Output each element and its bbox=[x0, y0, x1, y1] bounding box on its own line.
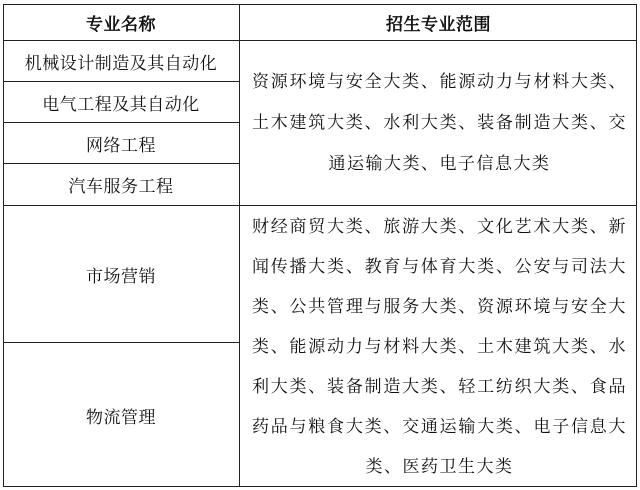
scope-text: 资源环境与安全大类、能源动力与材料大类、土木建筑大类、水利大类、装备制造大类、交通运输大类、电子信息大类 bbox=[252, 71, 627, 174]
scope-text: 财经商贸大类、旅游大类、文化艺术大类、新闻传播大类、教育与体育大类、公安与司法大类、公共管理与服务大类、资源环境与安全大类、能源动力与材料大类、土木建筑大类、水利大类、装备制造大类、轻工纺织大类、食品药品与粮食大类、交通运输大类、电子信息大类、医药卫生大类 bbox=[252, 216, 627, 477]
scope-cell bbox=[240, 206, 637, 487]
major-cell: 机械设计制造及其自动化 bbox=[3, 41, 240, 82]
scope-cell bbox=[240, 41, 637, 206]
header-major-name: 专业名称 bbox=[3, 4, 240, 41]
major-cell: 物流管理 bbox=[3, 343, 240, 487]
header-enrollment-scope: 招生专业范围 bbox=[240, 4, 637, 41]
major-scope-table bbox=[3, 4, 637, 487]
major-cell: 汽车服务工程 bbox=[3, 164, 240, 206]
major-cell: 电气工程及其自动化 bbox=[3, 82, 240, 123]
major-cell: 网络工程 bbox=[3, 123, 240, 164]
major-cell: 市场营销 bbox=[3, 206, 240, 343]
